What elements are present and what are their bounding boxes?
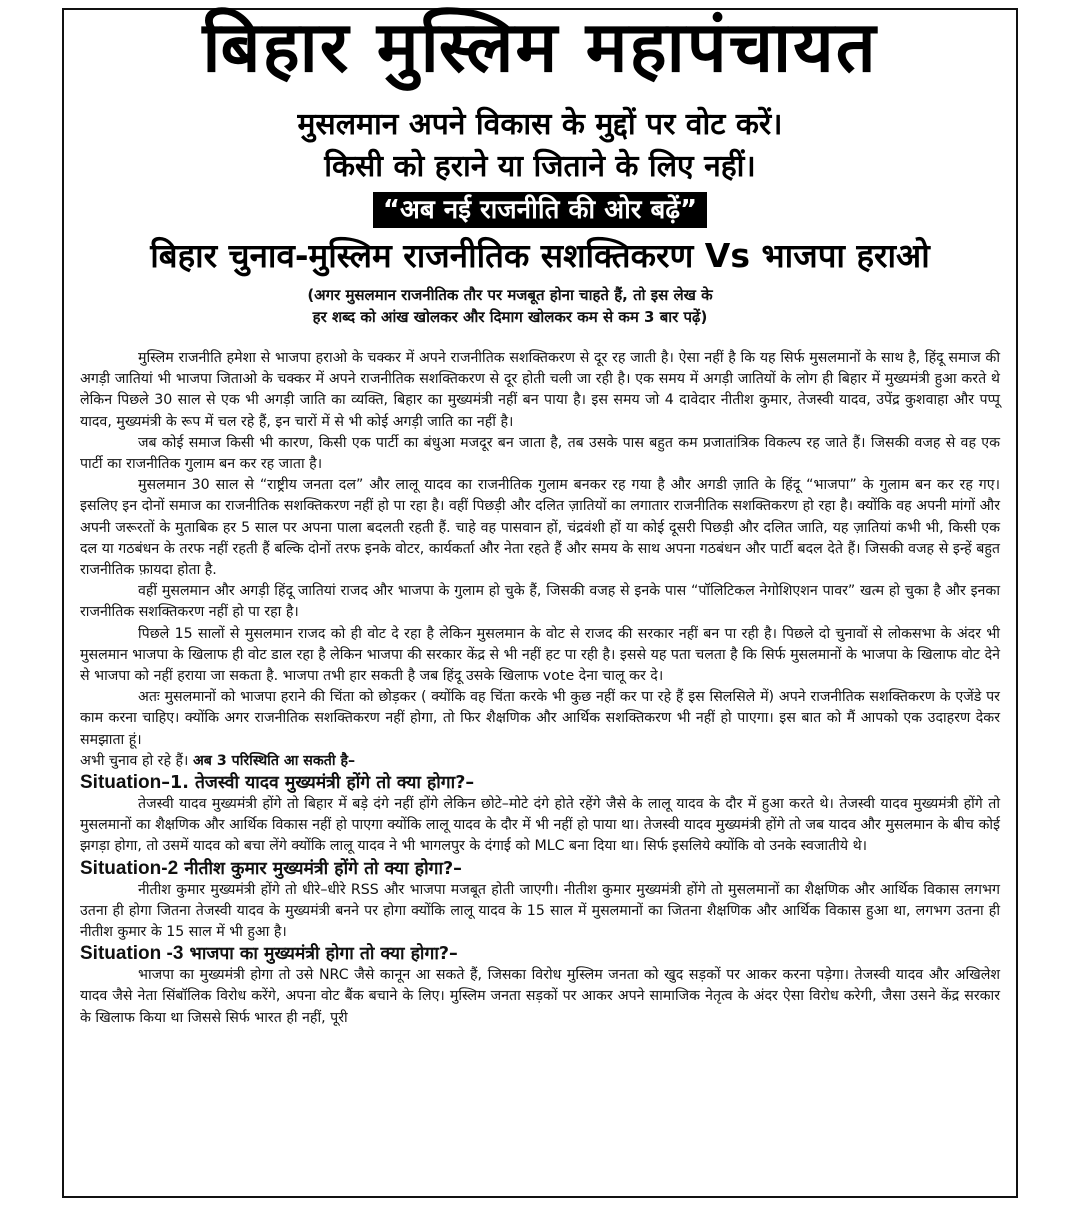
situation-2-text: नीतीश कुमार मुख्यमंत्री होंगे तो धीरे–धीरे RSS और भाजपा मजबूत होती जाएगी। नीतीश कुमार मुख्यमंत्री होंगे तो मुसलमानों का शैक्षणिक और आर्थिक विकास लगभग उतना ही होगा जितना तेजस्वी यादव के मुख्यमंत्री बनने पर होगा क्योंकि लालू यादव के 15 साल में मुसलमानों का जितना शैक्षणिक और आर्थिक विकास हुआ था, लगभग उतना ही नीतीश कुमार के 15 साल में भी हुआ है। bbox=[80, 881, 1000, 941]
slogan-wrapper bbox=[0, 192, 1080, 228]
intro-text: अभी चुनाव हो रहे हैं। bbox=[80, 752, 189, 769]
situation-2-heading bbox=[80, 858, 1000, 880]
situation-3-title: भाजपा का मुख्यमंत्री होगा तो क्या होगा?– bbox=[183, 944, 458, 965]
situation-2-label: Situation-2 bbox=[80, 857, 179, 879]
reading-note-line-1: (अगर मुसलमान राजनीतिक तौर पर मजबूत होना चाहते हैं, तो इस लेख के bbox=[307, 286, 713, 304]
reading-note bbox=[180, 284, 840, 328]
situation-3-text: भाजपा का मुख्यमंत्री होगा तो उसे NRC जैसे कानून आ सकते हैं, जिसका विरोध मुस्लिम जनता को खुद सड़कों पर आकर करना पड़ेगा। तेजस्वी यादव और अखिलेश यादव जैसे नेता सिंबॉलिक विरोध करेंगे, अपना वोट बैंक बचाने के लिए। मुस्लिम जनता सड़कों पर आकर अपने सामाजिक नेतृत्व के अंदर ऐसा विरोध करेगी, जैसा उसने केंद्र सरकार के खिलाफ किया था जिससे सिर्फ भारत ही नहीं, पूरी bbox=[80, 967, 1000, 1026]
paragraph-2: जब कोई समाज किसी भी कारण, किसी एक पार्टी का बंधुआ मजदूर बन जाता है, तब उसके पास बहुत कम प्रजातांत्रिक विकल्प रह जाते हैं। जिसकी वजह से वह एक पार्टी का राजनीतिक गुलाम बन कर रह जाता है। bbox=[80, 434, 1000, 473]
article-body bbox=[80, 348, 1000, 1029]
paragraph-5: पिछले 15 सालों से मुसलमान राजद को ही वोट दे रहा है लेकिन मुसलमान के वोट से राजद की सरकार नहीं बन पा रही है। पिछले दो चुनावों से लोकसभा के अंदर भी मुसलमान भाजपा के खिलाफ ही वोट डाल रहा है लेकिन भाजपा की सरकार केंद्र से भी नहीं हट पा रही है। इससे यह पता चलता है कि सिर्फ मुसलमानों के भाजपा के खिलाफ वोट देने से भाजपा को नहीं हराया जा सकता है. भाजपा तभी हार सकती है जब हिंदू उसके खिलाफ vote देना चालू कर दे। bbox=[80, 625, 1000, 685]
situation-2-title: नीतीश कुमार मुख्यमंत्री होंगे तो क्या होगा?– bbox=[178, 858, 462, 879]
intro-bold-text: अब 3 परिस्थिति आ सकती है– bbox=[192, 752, 356, 769]
article-headline: बिहार चुनाव-मुस्लिम राजनीतिक सशक्तिकरण Vs भाजपा हराओ bbox=[150, 236, 930, 275]
subheading-1: मुसलमान अपने विकास के मुद्दों पर वोट करें। bbox=[297, 107, 783, 142]
situation-1-heading bbox=[80, 772, 1000, 794]
reading-note-line-2: हर शब्द को आंख खोलकर और दिमाग खोलकर कम से कम 3 बार पढ़ें) bbox=[312, 308, 708, 326]
paragraph-6: अतः मुसलमानों को भाजपा हराने की चिंता को छोड़कर ( क्योंकि वह चिंता करके भी कुछ नहीं कर पा रहे हैं इस सिलसिले में) अपने राजनीतिक सशक्तिकरण के एजेंडे पर काम करना चाहिए। क्योंकि अगर राजनीतिक सशक्तिकरण नहीं होगा, तो फिर शैक्षणिक और आर्थिक सशक्तिकरण भी नहीं हो पाएगा। इस बात को मैं आपको एक उदाहरण देकर समझाता हूं। bbox=[80, 689, 1000, 748]
slogan-banner: “अब नई राजनीति की ओर बढ़ें” bbox=[373, 192, 707, 228]
paragraph-3: मुसलमान 30 साल से “राष्ट्रीय जनता दल” और लालू यादव का राजनीतिक गुलाम बनकर रह गया है और अगडी ज़ाति के हिंदू “भाजपा” के गुलाम बन कर रह गए। इसलिए इन दोनों समाज का राजनीतिक सशक्तिकरण नहीं हो पा रहा है। वहीं पिछड़ी और दलित ज़ातियों का लगातार राजनीतिक सशक्तिकरण हो रहा है। क्योंकि वह अपनी मांगों और अपनी जरूरतों के मुताबिक हर 5 साल पर अपना पाला बदलती रहती हैं. चाहे वह पासवान हों, चंद्रवंशी हों या कोई दूसरी पिछड़ी और दलित जाति, यह ज़ातियां कभी भी, किसी एक दल या गठबंधन के तरफ नहीं रहती हैं बल्कि दोनों तरफ इनके वोटर, कार्यकर्ता और नेता रहते हैं और समय के साथ अपना गठबंधन और पार्टी बदल देते हैं। जिसकी वजह से इन्हें बहुत राजनीतिक फ़ायदा होता है. bbox=[80, 477, 1000, 579]
intro-line bbox=[80, 751, 1000, 772]
masthead-title: बिहार मुस्लिम महापंचायत bbox=[202, 6, 878, 88]
situation-1-title: –1. तेजस्वी यादव मुख्यमंत्री होंगे तो क्या होगा?– bbox=[161, 773, 475, 794]
situation-3-heading bbox=[80, 943, 1000, 965]
subheading-2: किसी को हराने या जिताने के लिए नहीं। bbox=[324, 149, 756, 184]
situation-3-label: Situation -3 bbox=[80, 943, 184, 965]
situation-1-label: Situation bbox=[80, 772, 162, 794]
paragraph-4: वहीं मुसलमान और अगड़ी हिंदू जातियां राजद और भाजपा के गुलाम हो चुके हैं, जिसकी वजह से इनके पास “पॉलिटिकल नेगोशिएशन पावर” खत्म हो चुका है और इनका राजनीतिक सशक्तिकरण नहीं हो पा रहा है। bbox=[80, 583, 1000, 621]
situation-1-text: तेजस्वी यादव मुख्यमंत्री होंगे तो बिहार में बड़े दंगे नहीं होंगे लेकिन छोटे–मोटे दंगे होते रहेंगे जैसे के लालू यादव के दौर में हुआ करते थे। तेजस्वी यादव मुख्यमंत्री होंगे तो मुसलमानों का शैक्षणिक और आर्थिक विकास नहीं हो पाएगा क्योंकि लालू यादव के दौर में भी नहीं हो पाया था। तेजस्वी यादव मुख्यमंत्री होंगे तो जब यादव और मुसलमान के बीच कोई झगड़ा होगा, तो उसमें यादव को बचा लेंगे क्योंकि लालू यादव ने भी भागलपुर के दंगाई को MLC बना दिया था। सिर्फ इसलिये क्योंकि वो उनके स्वजातीये थे। bbox=[80, 796, 1000, 855]
paragraph-1: मुस्लिम राजनीति हमेशा से भाजपा हराओ के चक्कर में अपने राजनीतिक सशक्तिकरण से दूर रह जाती है। ऐसा नहीं है कि यह सिर्फ मुसलमानों के साथ है, हिंदू समाज की अगड़ी जातियां भी भाजपा जिताओ के चक्कर में अपने राजनीतिक सशक्तिकरण से दूर होती चली जा रही है। एक समय में अगड़ी जातियों के लोग ही बिहार में मुख्यमंत्री हुआ करते थे लेकिन पिछले 30 साल से एक भी अगड़ी जाति का व्यक्ति, बिहार का मुख्यमंत्री नहीं बन पाया है। इस समय जो 4 दावेदार नीतीश कुमार, तेजस्वी यादव, उपेंद्र कुशवाहा और पप्पू यादव, मुख्यमंत्री के रूप में चल रहे हैं, इन चारों में से भी कोई अगड़ी जाति का नहीं है। bbox=[80, 350, 1000, 430]
